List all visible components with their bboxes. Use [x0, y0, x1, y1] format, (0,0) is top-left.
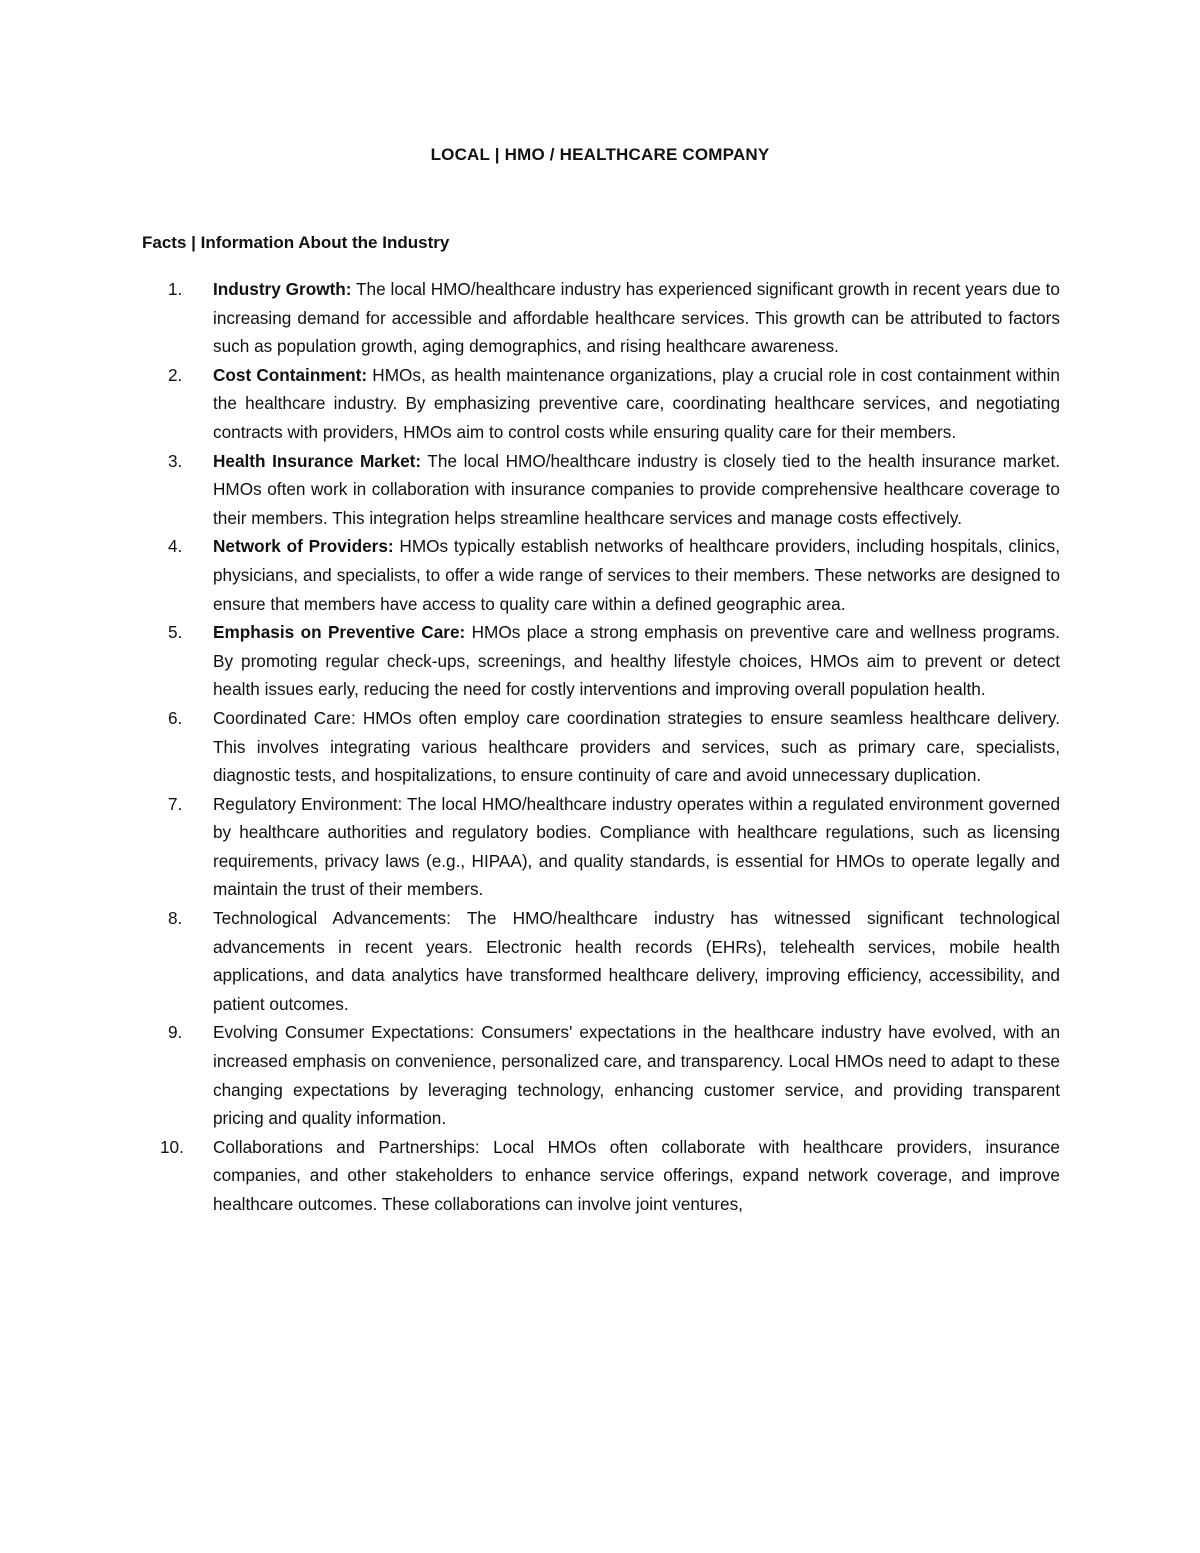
- list-item-text: Consumers' expectations in the healthcare industry have evolved, with an increased emphasis on convenience, personalized care, and transparency. Local HMOs need to adapt to these changing expectations by leveraging technology, enhancing customer service, and providing transparent pricing and quality information.: [213, 1022, 1061, 1129]
- list-item-text: The local HMO/healthcare industry operates within a regulated environment governed by healthcare authorities and regulatory bodies. Compliance with healthcare regulations, such as licensing requirements, privacy laws (e.g., HIPAA), and quality standards, is essential for HMOs to operate legally and maintain the trust of their members.: [213, 793, 1061, 900]
- list-item-term: Coordinated Care:: [213, 707, 356, 728]
- list-item: [142, 704, 1060, 790]
- list-item: [142, 904, 1060, 1018]
- list-item-term: Network of Providers:: [213, 536, 394, 557]
- list-item-number: 10.: [160, 1136, 184, 1157]
- list-item-number: 7.: [168, 793, 183, 814]
- list-item: [142, 361, 1060, 447]
- list-item-text: HMOs place a strong emphasis on preventive care and wellness programs. By promoting regular check-ups, screenings, and healthy lifestyle choices, HMOs aim to prevent or detect health issues early, reducing the need for costly interventions and improving overall population health.: [213, 622, 1060, 700]
- list-item-term: Technological Advancements:: [213, 908, 451, 929]
- list-item: [142, 790, 1060, 904]
- list-item-text: The local HMO/healthcare industry is closely tied to the health insurance market. HMOs often work in collaboration with insurance companies to provide comprehensive healthcare coverage to their members. This integration helps streamline healthcare services and manage costs effectively.: [213, 450, 1061, 528]
- list-item-term: Health Insurance Market:: [213, 450, 422, 471]
- list-item-term: Collaborations and Partnerships:: [213, 1136, 480, 1157]
- list-item-number: 1.: [168, 279, 183, 299]
- list-item-number: 4.: [168, 536, 183, 557]
- list-item: [142, 447, 1060, 533]
- list-item: [142, 1018, 1060, 1132]
- list-item-term: Cost Containment:: [213, 364, 368, 385]
- list-item-number: 6.: [168, 707, 183, 728]
- document-title: LOCAL | HMO / HEALTHCARE COMPANY: [430, 145, 770, 164]
- list-item: [142, 618, 1060, 704]
- list-item-text: Local HMOs often collaborate with healthcare providers, insurance companies, and other stakeholders to enhance service offerings, expand network coverage, and improve healthcare outcomes. These collaborations can involve joint ventures,: [213, 1136, 1060, 1214]
- list-item-text: HMOs often employ care coordination strategies to ensure seamless healthcare delivery. This involves integrating various healthcare providers and services, such as primary care, specialists, diagnostic tests, and hospitalizations, to ensure continuity of care and avoid unnecessary duplication.: [213, 707, 1060, 786]
- list-item: [142, 275, 1060, 361]
- list-item-text: HMOs, as health maintenance organizations, play a crucial role in cost containment within the healthcare industry. By emphasizing preventive care, coordinating healthcare services, and negotiating contracts with providers, HMOs aim to control costs while ensuring quality care for their members.: [213, 364, 1060, 442]
- list-item-term: Regulatory Environment:: [213, 793, 403, 814]
- list-item-number: 5.: [168, 622, 183, 643]
- list-item-number: 2.: [168, 364, 183, 385]
- list-item: [142, 1133, 1060, 1219]
- list-item-number: 3.: [168, 450, 183, 471]
- list-item-number: 8.: [168, 908, 183, 929]
- list-item-term: Industry Growth:: [213, 279, 352, 299]
- facts-list: [142, 275, 1060, 1219]
- section-heading: Facts | Information About the Industry: [142, 233, 450, 252]
- list-item-term: Emphasis on Preventive Care:: [213, 622, 466, 643]
- list-item: [142, 532, 1060, 618]
- list-item-number: 9.: [168, 1022, 183, 1043]
- list-item-term: Evolving Consumer Expectations:: [213, 1022, 475, 1043]
- list-item-text: HMOs typically establish networks of healthcare providers, including hospitals, clinics, physicians, and specialists, to offer a wide range of services to their members. These networks are designed to ensure that members have access to quality care within a defined geographic area.: [213, 536, 1061, 614]
- list-item-text: The local HMO/healthcare industry has experienced significant growth in recent years due to increasing demand for accessible and affordable healthcare services. This growth can be attributed to factors such as population growth, aging demographics, and rising healthcare awareness.: [213, 279, 1060, 357]
- list-item-text: The HMO/healthcare industry has witnessed significant technological advancements in recent years. Electronic health records (EHRs), telehealth services, mobile health applications, and data analytics have transformed healthcare delivery, improving efficiency, accessibility, and patient outcomes.: [213, 908, 1060, 1014]
